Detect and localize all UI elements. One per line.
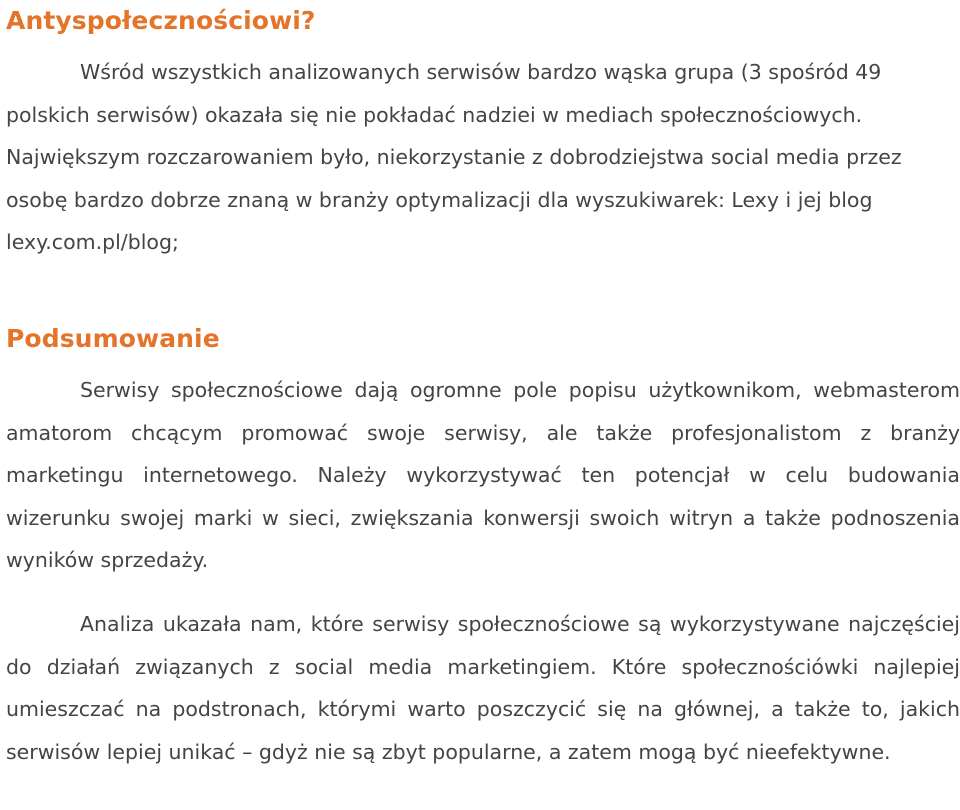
section-heading-podsumowanie: Podsumowanie (6, 324, 220, 353)
paragraph-podsumowanie-2: Analiza ukazała nam, które serwisy społecznościowe są wykorzystywane najczęściej do działań związanych z social media marketingiem. Które społecznościówki najlepiej umieszczać na podstronach, którymi warto poszczycić się na głównej, a także to, jakich serwisów lepiej unikać – gdyż nie są zbyt popularne, a zatem mogą być nieefektywne. (6, 612, 960, 764)
section-heading-antyspolecznosciowi: Antyspołecznościowi? (6, 6, 316, 35)
paragraph-podsumowanie-1: Serwisy społecznościowe dają ogromne pole popisu użytkownikom, webmasterom amatorom chcącym promować swoje serwisy, ale także profesjonalistom z branży marketingu internetowego. Należy wykorzystywać ten potencjał w celu budowania wizerunku swojej marki w sieci, zwiększania konwersji swoich witryn a także podnoszenia wyników sprzedaży. (6, 378, 960, 572)
paragraph-antyspolecznosciowi: Wśród wszystkich analizowanych serwisów bardzo wąska grupa (3 spośród 49 polskich serwisów) okazała się nie pokładać nadziei w mediach społecznościowych. Największym rozczarowaniem było, niekorzystanie z dobrodziejstwa social media przez osobę bardzo dobrze znaną w branży optymalizacji dla wyszukiwarek: Lexy i jej blog lexy.com.pl/blog; (6, 60, 902, 254)
